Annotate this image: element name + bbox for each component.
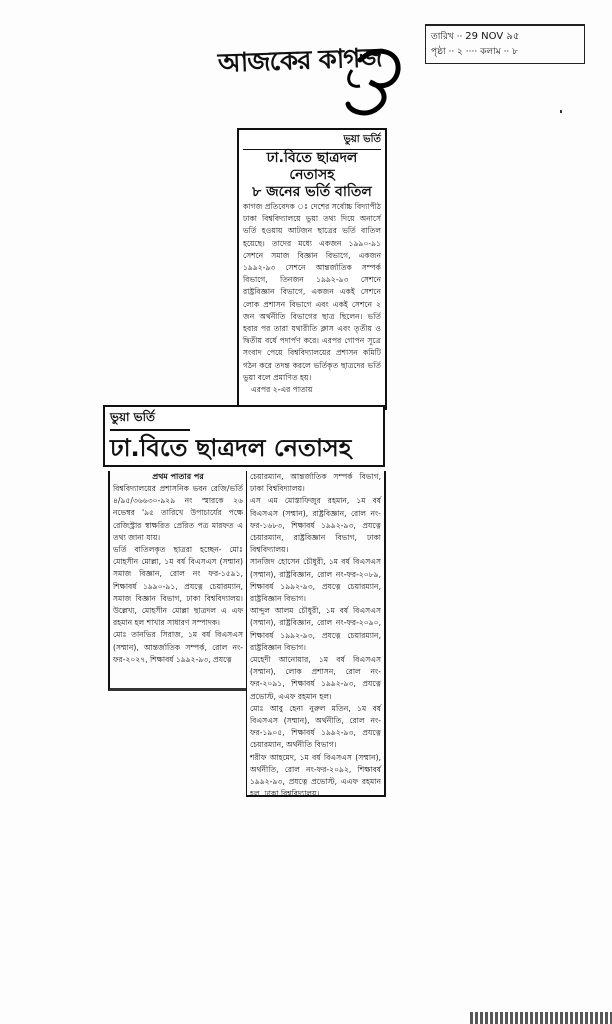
headline: ঢা.বিতে ছাত্রদল নেতাসহ bbox=[110, 434, 352, 462]
headline-line-1: ঢা.বিতে ছাত্রদল নেতাসহ bbox=[266, 150, 358, 183]
paragraph: বিশ্ববিদ্যালয়ের প্রশাসনিক ভবন রেজি/ভর্তি ৪/৯৫/৩৬৬৩০-৯২৯ নং স্মারকে ২৬ নভেম্বর '৯৫ তারিখে উপাচার্যের পক্ষে রেজিস্ট্রার স্বাক্ষরিত প্রেরিত পত্র মারফত এ তথ্য জানা যায়। bbox=[113, 484, 243, 542]
stamp-page-row: পৃষ্ঠা ·· ২ ···· কলাম ·· ৮ bbox=[431, 47, 518, 57]
stamp-date-row: তারিখ ·· 29 NOV ৯৫ bbox=[431, 31, 520, 42]
date-label: তারিখ bbox=[431, 32, 454, 42]
continuation-label: প্রথম পাতার পর bbox=[152, 472, 204, 481]
article-body: কাগজ প্রতিবেদক ঃ দেশের সর্বোচ্চ বিদ্যাপীঠ ঢাকা বিশ্ববিদ্যালয়ে ভুয়া তথ্য দিয়ে অনার্সে ভর্তি হওয়ায় আটজন ছাত্রের ভর্তি বাতিল হয়েছে। তাদের মধ্যে একজন ১৯৯০-৯১ সেশনে সমাজ বিজ্ঞান বিভাগে, একজন ১৯৯২-৯৩ সেশনে আন্তর্জাতিক সম্পর্ক বিভাগে, তিনজন ১৯৯২-৯৩ সেশনে রাষ্ট্রবিজ্ঞান বিভাগে, একজন একই সেশনে লোক প্রশাসন বিভাগে এবং একই সেশনে ২ জন অর্থনীতি বিভাগের ছাত্র ছিলেন। ভর্তি হবার পর তারা যথারীতি ক্লাস এবং তৃতীয় ও দ্বিতীয় বর্ষে পদার্পণ করে। এরপর গোপন সূত্রে সংবাদ পেয়ে বিশ্ববিদ্যালয়ের প্রশাসন কমিটি গঠন করে তদন্ত করলে ভর্তিকৃত ছাত্রদের ভর্তি ভুয়া বলে প্রমাণিত হয়। bbox=[243, 202, 381, 382]
paragraph: সানজিদ হোসেন চৌধুরী, ১ম বর্ষ বিএসএস (সম্মান), রাষ্ট্রবিজ্ঞান, রোল নং-ফর-২০৮৯, শিক্ষাবর্ষ ১৯৯২-৯৩, প্রযত্নে চেয়ারম্যান, রাষ্ট্রবিজ্ঞান বিভাগ। bbox=[250, 557, 381, 604]
right-column bbox=[246, 471, 386, 797]
continued-clipping bbox=[103, 405, 387, 797]
paragraph: ভর্তি বাতিলকৃত ছাত্ররা হচ্ছেন- মোঃ মোহসীন মোল্লা, ১ম বর্ষ বিএসএস (সম্মান) সমাজ বিজ্ঞান, রোল নং ফর-১৫৯১, শিক্ষাবর্ষ ১৯৯০-৯১, প্রযত্নে চেয়ারম্যান, সমাজ বিজ্ঞান বিভাগ, ঢাকা বিশ্ববিদ্যালয়। উল্লেখ্য, মোহসীন মোল্লা ছাত্রদল এ এফ রহমান হল শাখার সাধারণ সম্পাদক। bbox=[113, 545, 243, 628]
handwritten-mark bbox=[330, 40, 410, 120]
column-value: ৮ bbox=[512, 47, 518, 57]
continued-note: এরপর ২-এর পাতায় bbox=[251, 385, 313, 395]
kicker: ভুয়া ভর্তি bbox=[243, 132, 381, 150]
page-value: ২ bbox=[457, 47, 463, 57]
paragraph: চেয়ারম্যান, আন্তর্জাতিক সম্পর্ক বিভাগ, ঢাকা বিশ্ববিদ্যালয়। bbox=[250, 472, 381, 494]
page-label: পৃষ্ঠা bbox=[431, 47, 446, 57]
column-label: কলাম bbox=[480, 47, 501, 57]
paragraph: আব্দুল আলম চৌধুরী, ১ম বর্ষ বিএসএস (সম্মান), রাষ্ট্রবিজ্ঞান, রোল নং-ফর-২০৯০, শিক্ষাবর্ষ ১৯৯২-৯৩, প্রযত্নে চেয়ারম্যান, রাষ্ট্রবিজ্ঞান বিভাগ। bbox=[250, 606, 381, 652]
kicker: ভুয়া ভর্তি bbox=[110, 409, 190, 431]
archive-stamp bbox=[425, 24, 585, 64]
newspaper-masthead: আজকের কাগজ bbox=[217, 43, 383, 79]
left-column bbox=[108, 471, 246, 691]
paragraph: মোঃ আবু হেনা নুরুল মতিন, ১ম বর্ষ বিএসএস (সম্মান), অর্থনীতি, রোল নং-ফর-১৯০৫, শিক্ষাবর্ষ ১৯৯২-৯৩, প্রযত্নে চেয়ারম্যান, অর্থনীতি বিভাগ। bbox=[250, 703, 381, 750]
paragraph: এস এম মোস্তাফিজুর রহমান, ১ম বর্ষ বিএসএস (সম্মান), রাষ্ট্রবিজ্ঞান, রোল নং-ফর-১৬৮৩, শিক্ষাবর্ষ ১৯৯২-৯৩, প্রযত্নে চেয়ারম্যান, রাষ্ট্রবিজ্ঞান বিভাগ, ঢাকা বিশ্ববিদ্যালয়। bbox=[250, 496, 381, 555]
headline-line-2: ৮ জনের ভর্তি বাতিল bbox=[252, 184, 372, 200]
paragraph: শরীফ আহমেদ, ১ম বর্ষ বিএসএস (সম্মান), অর্থনীতি, রোল নং-ফর-২০৯২, শিক্ষাবর্ষ ১৯৯২-৯৩, প্রযত্নে প্রভোস্ট, এএফ রহমান হল, ঢাকা বিশ্ববিদ্যালয়। bbox=[250, 752, 381, 799]
paragraph: মেহেদী আনোয়ার, ১ম বর্ষ বিএসএস (সম্মান), লোক প্রশাসন, রোল নং-ফর-২০৯১, শিক্ষাবর্ষ ১৯৯২-৯৩, প্রযত্নে প্রভোস্ট, এএফ রহমান হল। bbox=[250, 655, 381, 701]
paragraph: মোঃ তানভির সিরাজ, ১ম বর্ষ বিএসএস (সম্মান), আন্তর্জাতিক সম্পর্ক, রোল নং-ফর-২০২৭, শিক্ষাবর্ষ ১৯৯২-৯৩, প্রযত্নে bbox=[113, 630, 243, 664]
continued-header bbox=[103, 405, 385, 467]
date-value: 29 NOV ৯৫ bbox=[465, 31, 520, 42]
scan-edge-noise bbox=[470, 1012, 612, 1024]
front-page-clipping bbox=[237, 128, 387, 410]
scan-speck bbox=[560, 110, 562, 113]
